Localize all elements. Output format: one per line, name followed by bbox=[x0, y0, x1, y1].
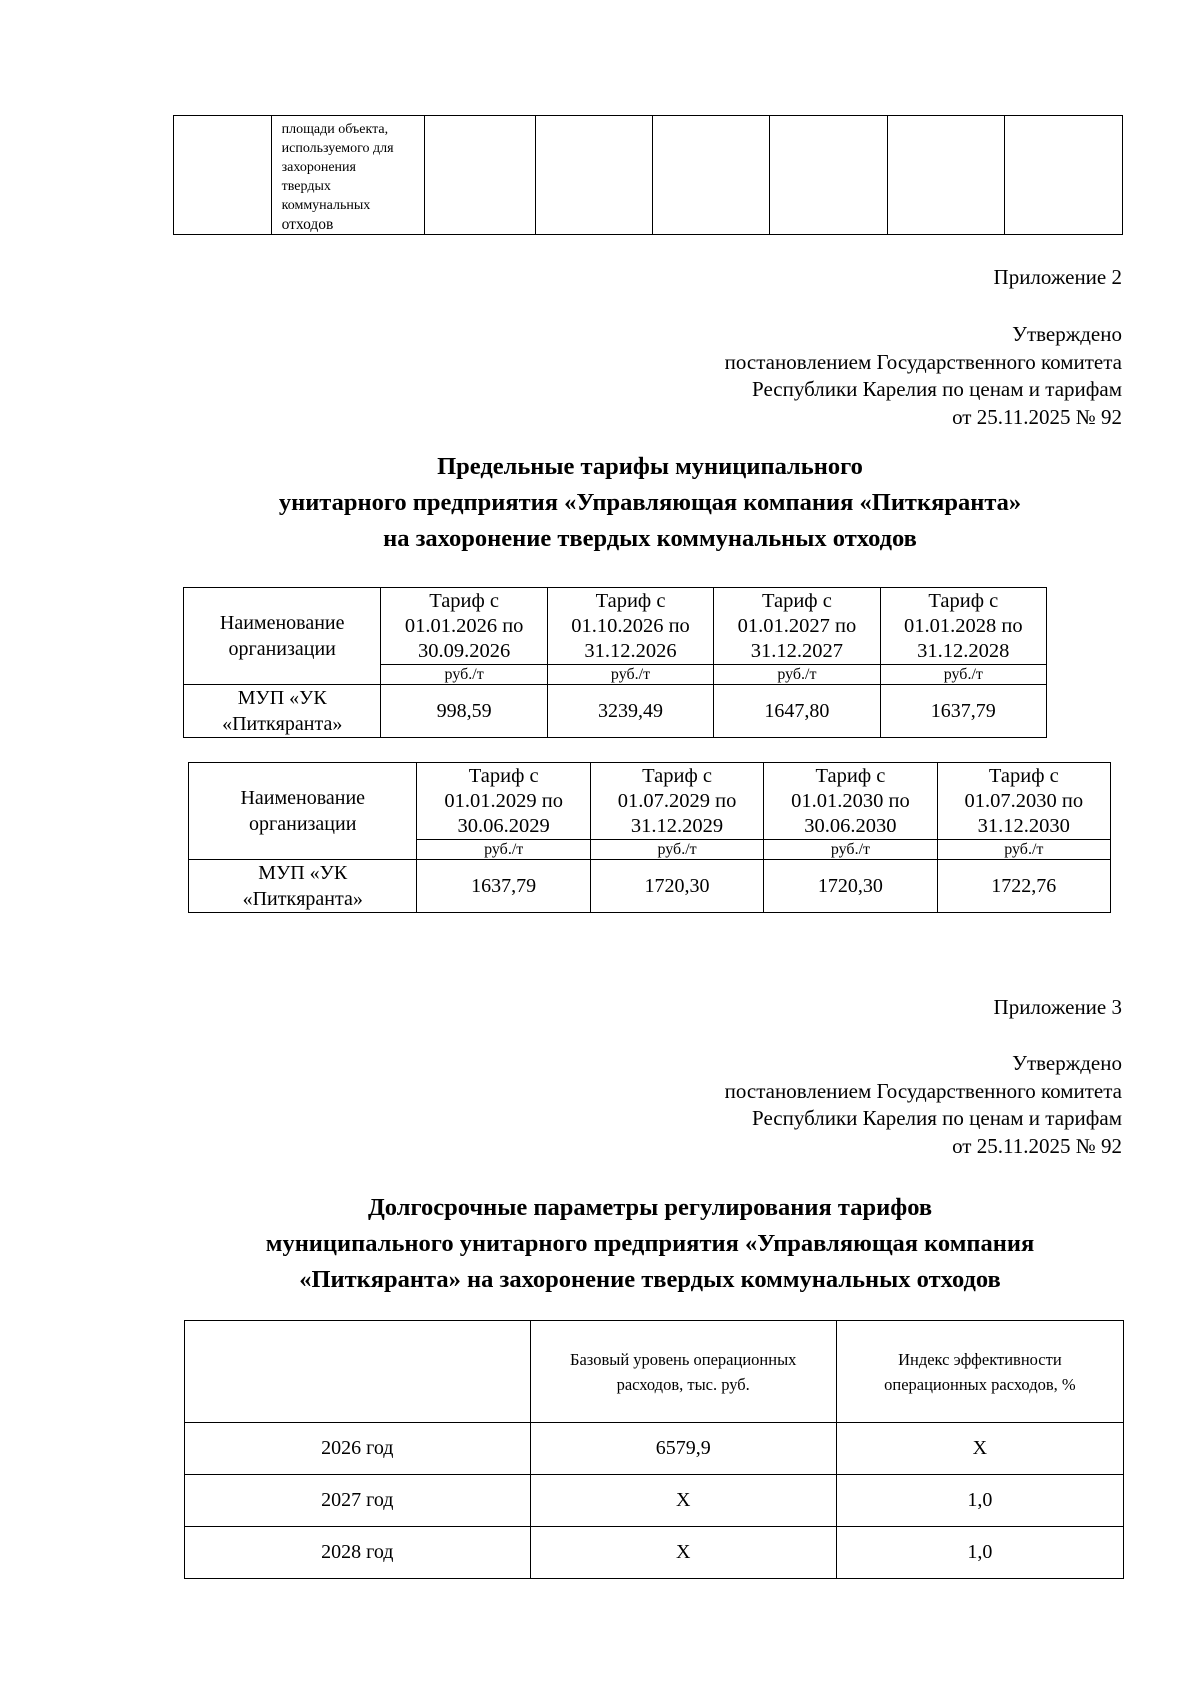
org-name-header bbox=[184, 588, 381, 685]
annex-2-approval bbox=[725, 321, 1122, 431]
approval-line: постановлением Государственного комитета bbox=[724, 349, 1122, 374]
unit-cell: руб./т bbox=[764, 840, 937, 860]
base-opex-cell: X bbox=[530, 1527, 836, 1579]
tariff-value: 3239,49 bbox=[547, 685, 713, 738]
unit-cell: руб./т bbox=[937, 840, 1110, 860]
header-line: 31.12.2027 bbox=[750, 639, 844, 662]
header-cell-efficiency-index bbox=[836, 1321, 1123, 1423]
header-line: 01.01.2029 по bbox=[444, 789, 563, 812]
org-line: МУП «УК bbox=[258, 862, 348, 884]
header-line: Тариф с bbox=[761, 589, 832, 612]
title-line: унитарного предприятия «Управляющая компания «Питкяранта» bbox=[278, 489, 1022, 516]
text-line: захоронения bbox=[281, 160, 356, 175]
approval-line: Республики Карелия по ценам и тарифам bbox=[752, 1106, 1122, 1130]
tariff-period-header bbox=[381, 588, 547, 665]
title-line: Долгосрочные параметры регулирования тарифов bbox=[367, 1194, 933, 1221]
org-line: «Питкяранта» bbox=[242, 888, 363, 910]
unit-cell: руб./т bbox=[381, 665, 547, 685]
long-term-parameters-table bbox=[184, 1320, 1124, 1579]
unit-cell: руб./т bbox=[417, 840, 590, 860]
tariff-value: 1637,79 bbox=[417, 860, 590, 913]
continued-table-fragment bbox=[173, 115, 1123, 235]
org-name-cell bbox=[189, 860, 417, 913]
header-cell-empty bbox=[185, 1321, 531, 1423]
title-line: «Питкяранта» на захоронение твердых коммунальных отходов bbox=[299, 1266, 1001, 1293]
efficiency-index-cell: X bbox=[836, 1423, 1123, 1475]
header-line: Тариф с bbox=[928, 589, 999, 612]
approval-line: от 25.11.2025 № 92 bbox=[952, 1133, 1122, 1158]
header-line: Наименование bbox=[240, 787, 366, 809]
header-line: Базовый уровень операционных bbox=[569, 1349, 797, 1369]
annex-2-title bbox=[0, 449, 1200, 557]
approval-line: Республики Карелия по ценам и тарифам bbox=[752, 377, 1122, 401]
approval-line: от 25.11.2025 № 92 bbox=[952, 404, 1122, 429]
unit-cell: руб./т bbox=[880, 665, 1046, 685]
tariff-period-header bbox=[764, 763, 937, 840]
tariff-value: 998,59 bbox=[381, 685, 547, 738]
area-description-text bbox=[272, 116, 425, 234]
tariff-period-header bbox=[714, 588, 880, 665]
tariff-value: 1647,80 bbox=[714, 685, 880, 738]
header-line: 01.10.2026 по bbox=[571, 614, 690, 637]
text-line: твердых bbox=[281, 179, 331, 194]
header-line: 31.12.2026 bbox=[584, 639, 677, 662]
base-opex-cell: X bbox=[530, 1475, 836, 1527]
table-cell bbox=[770, 116, 888, 235]
header-line: организации bbox=[228, 638, 336, 660]
header-line: Тариф с bbox=[468, 764, 539, 787]
table-cell bbox=[1005, 116, 1123, 235]
header-line: 31.12.2030 bbox=[977, 814, 1070, 837]
header-line: 30.06.2029 bbox=[457, 814, 550, 837]
header-line: Тариф с bbox=[642, 764, 712, 787]
header-line: 30.06.2030 bbox=[804, 814, 897, 837]
title-line: муниципального унитарного предприятия «Управляющая компания bbox=[265, 1230, 1035, 1257]
unit-cell: руб./т bbox=[547, 665, 713, 685]
header-cell-base-opex bbox=[530, 1321, 836, 1423]
header-line: Тариф с bbox=[595, 589, 666, 612]
header-line: Тариф с bbox=[429, 589, 500, 612]
annex-3-title bbox=[0, 1190, 1200, 1298]
title-line: Предельные тарифы муниципального bbox=[437, 453, 863, 480]
tariff-period-header bbox=[937, 763, 1110, 840]
annex-3-approval bbox=[725, 1050, 1122, 1160]
tariff-value: 1722,76 bbox=[937, 860, 1110, 913]
text-line: отходов bbox=[281, 216, 334, 233]
year-cell: 2027 год bbox=[185, 1475, 531, 1527]
tariff-table-2029-2030 bbox=[188, 762, 1111, 913]
tariff-table-2026-2028 bbox=[183, 587, 1047, 738]
header-line: Тариф с bbox=[815, 764, 886, 787]
approval-line: постановлением Государственного комитета bbox=[724, 1078, 1122, 1103]
table-cell bbox=[887, 116, 1005, 235]
tariff-value: 1720,30 bbox=[764, 860, 937, 913]
title-line: на захоронение твердых коммунальных отходов bbox=[383, 525, 917, 552]
table-cell bbox=[174, 116, 272, 235]
header-line: 01.01.2026 по bbox=[404, 614, 524, 637]
table-cell bbox=[652, 116, 770, 235]
header-line: Наименование bbox=[219, 612, 345, 634]
header-line: 01.01.2030 по bbox=[791, 789, 910, 812]
unit-cell: руб./т bbox=[714, 665, 880, 685]
header-line: 31.12.2029 bbox=[630, 814, 724, 837]
year-cell: 2026 год bbox=[185, 1423, 531, 1475]
text-line: используемого для bbox=[281, 141, 394, 156]
year-cell: 2028 год bbox=[185, 1527, 531, 1579]
header-line: 30.09.2026 bbox=[417, 639, 511, 662]
header-line: операционных расходов, % bbox=[884, 1374, 1076, 1394]
text-line: коммунальных bbox=[281, 198, 371, 213]
unit-cell: руб./т bbox=[590, 840, 763, 860]
header-line: Тариф с bbox=[988, 764, 1059, 787]
header-line: 01.07.2029 по bbox=[617, 789, 737, 812]
tariff-period-header bbox=[880, 588, 1046, 665]
header-line: расходов, тыс. руб. bbox=[616, 1374, 750, 1394]
header-line: 01.01.2028 по bbox=[903, 614, 1023, 637]
header-line: организации bbox=[249, 813, 357, 835]
org-name-header bbox=[189, 763, 417, 860]
annex-2-label: Приложение 2 bbox=[993, 265, 1122, 289]
org-line: МУП «УК bbox=[237, 687, 327, 709]
approval-line: Утверждено bbox=[1012, 322, 1122, 346]
approval-line: Утверждено bbox=[1012, 1051, 1122, 1075]
tariff-value: 1720,30 bbox=[590, 860, 763, 913]
annex-3-label: Приложение 3 bbox=[993, 995, 1122, 1019]
efficiency-index-cell: 1,0 bbox=[836, 1527, 1123, 1579]
org-name-cell bbox=[184, 685, 381, 738]
tariff-value: 1637,79 bbox=[880, 685, 1046, 738]
tariff-period-header bbox=[417, 763, 590, 840]
table-cell bbox=[271, 116, 425, 235]
base-opex-cell: 6579,9 bbox=[530, 1423, 836, 1475]
text-line: площади объекта, bbox=[281, 122, 389, 137]
table-cell bbox=[425, 116, 536, 235]
header-line: 01.01.2027 по bbox=[737, 614, 857, 637]
header-line: 31.12.2028 bbox=[917, 639, 1010, 662]
tariff-period-header bbox=[590, 763, 763, 840]
header-line: Индекс эффективности bbox=[898, 1349, 1062, 1369]
org-line: «Питкяранта» bbox=[222, 713, 343, 735]
efficiency-index-cell: 1,0 bbox=[836, 1475, 1123, 1527]
tariff-period-header bbox=[547, 588, 713, 665]
table-cell bbox=[536, 116, 653, 235]
header-line: 01.07.2030 по bbox=[964, 789, 1084, 812]
